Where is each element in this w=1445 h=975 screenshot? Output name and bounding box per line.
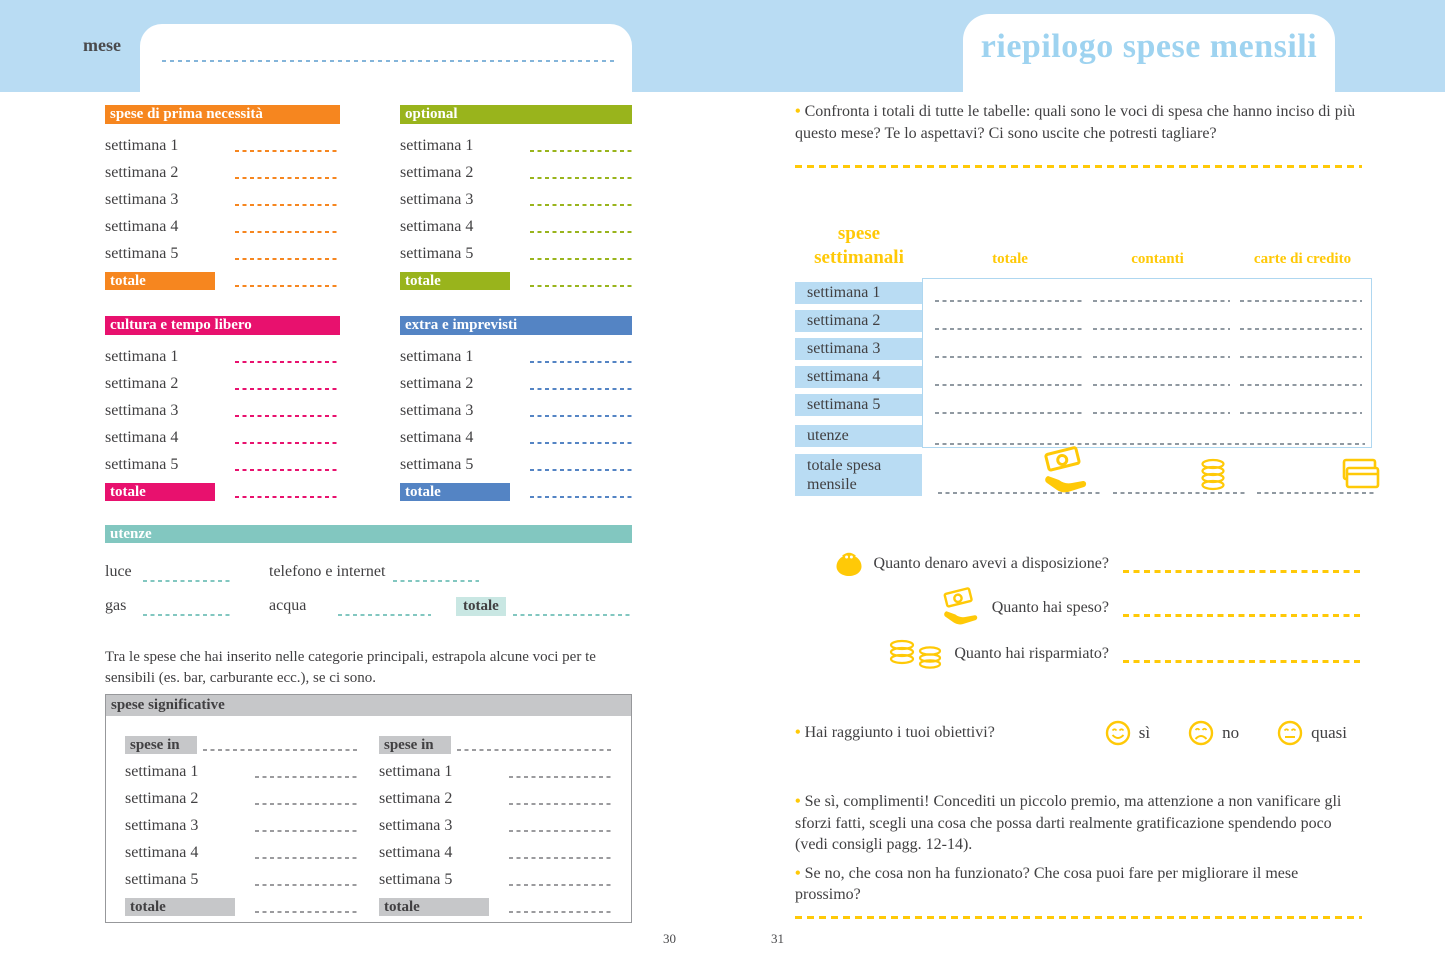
table-row xyxy=(105,370,340,397)
fill-line[interactable] xyxy=(530,231,632,233)
coins-icon xyxy=(888,637,944,671)
week-label: settimana 3 xyxy=(400,190,474,208)
fill-line[interactable] xyxy=(1257,492,1377,494)
happy-face-icon xyxy=(1105,720,1131,746)
week-label: settimana 4 xyxy=(105,217,179,235)
question-row xyxy=(795,590,1360,626)
fill-line[interactable] xyxy=(530,285,632,287)
total-row xyxy=(379,893,612,920)
fill-line[interactable] xyxy=(935,443,1365,445)
fill-line[interactable] xyxy=(938,492,1103,494)
month-fill-line[interactable] xyxy=(162,60,614,62)
week-label: settimana 1 xyxy=(125,762,199,780)
table-title: spese di prima necessità xyxy=(105,105,340,124)
table-row xyxy=(105,213,340,240)
coins-icon xyxy=(1200,458,1226,494)
week-label: settimana 3 xyxy=(105,190,179,208)
week-label: settimana 2 xyxy=(105,374,179,392)
fill-line[interactable] xyxy=(1123,660,1360,663)
fill-line[interactable] xyxy=(235,177,340,179)
table-prima-necessita xyxy=(105,105,340,294)
fill-line[interactable] xyxy=(235,469,340,471)
money-in-hand-icon xyxy=(1040,446,1092,498)
fill-line[interactable] xyxy=(1240,356,1362,358)
total-row xyxy=(400,267,632,294)
option-label: sì xyxy=(1138,723,1151,742)
fill-line[interactable] xyxy=(1093,356,1230,358)
total-chip: totale xyxy=(105,483,215,501)
table-row xyxy=(400,132,632,159)
fill-line[interactable] xyxy=(1123,570,1360,573)
table-row xyxy=(400,451,632,478)
table-row xyxy=(379,731,612,758)
table-row xyxy=(379,785,612,812)
fill-line[interactable] xyxy=(235,496,340,498)
total-row xyxy=(105,478,340,505)
weekly-column-headers xyxy=(935,251,1375,268)
fill-line[interactable] xyxy=(235,442,340,444)
week-label: settimana 2 xyxy=(379,789,453,807)
week-label: settimana 4 xyxy=(379,843,453,861)
fill-line[interactable] xyxy=(513,614,632,616)
week-label: settimana 4 xyxy=(105,428,179,446)
fill-line[interactable] xyxy=(530,388,632,390)
week-label: settimana 2 xyxy=(125,789,199,807)
utenze-section xyxy=(105,525,632,623)
table-row xyxy=(125,866,358,893)
question-row xyxy=(795,636,1360,672)
option-si[interactable] xyxy=(1105,720,1150,746)
fill-line[interactable] xyxy=(530,442,632,444)
monthly-total-label xyxy=(795,454,922,496)
table-row xyxy=(105,186,340,213)
week-row-label: settimana 1 xyxy=(795,282,922,304)
table-row xyxy=(105,159,340,186)
fill-line[interactable] xyxy=(935,384,1082,386)
utenze-label: luce xyxy=(105,563,132,580)
utenze-label: gas xyxy=(105,597,127,614)
fill-line[interactable] xyxy=(530,469,632,471)
utenze-label: telefono e internet xyxy=(269,563,386,580)
table-row xyxy=(105,397,340,424)
fill-line[interactable] xyxy=(1240,412,1362,414)
table-extra-imprevisti xyxy=(400,316,632,505)
week-label: settimana 1 xyxy=(105,347,179,365)
page-number-right: 31 xyxy=(771,931,784,946)
page-number-left: 30 xyxy=(663,931,676,946)
table-row xyxy=(400,397,632,424)
utenze-total-chip: totale xyxy=(456,597,506,616)
fill-line[interactable] xyxy=(235,415,340,417)
table-row xyxy=(125,731,358,758)
fill-line[interactable] xyxy=(255,776,358,778)
total-row xyxy=(125,893,358,920)
total-chip: totale xyxy=(400,483,510,501)
week-label: settimana 3 xyxy=(400,401,474,419)
page-title: riepilogo spese mensili xyxy=(980,28,1318,65)
week-label: settimana 3 xyxy=(125,816,199,834)
week-label: settimana 1 xyxy=(400,136,474,154)
outro-text: • Se no, che cosa non ha funzionato? Che cosa puoi fare per migliorare il mese prossimo? xyxy=(795,863,1357,906)
fill-line[interactable] xyxy=(509,884,612,886)
week-label: settimana 5 xyxy=(125,870,199,888)
label-line: totale spesa xyxy=(807,457,882,474)
week-label: settimana 2 xyxy=(105,163,179,181)
table-cultura-tempo-libero xyxy=(105,316,340,505)
total-chip: totale xyxy=(125,898,235,916)
fill-line[interactable] xyxy=(255,803,358,805)
table-row xyxy=(125,785,358,812)
week-row-label: settimana 2 xyxy=(795,310,922,332)
column-header: totale xyxy=(992,251,1028,267)
weekly-expenses-table xyxy=(790,220,1382,512)
table-title: cultura e tempo libero xyxy=(105,316,340,335)
utenze-title: utenze xyxy=(105,525,632,543)
question-text: Quanto denaro avevi a disposizione? xyxy=(873,555,1109,572)
table-row xyxy=(379,812,612,839)
fill-line[interactable] xyxy=(530,204,632,206)
dashed-separator xyxy=(795,165,1362,168)
objectives-question: • Hai raggiunto i tuoi obiettivi? xyxy=(795,722,995,744)
fill-line[interactable] xyxy=(509,776,612,778)
question-text: Quanto hai risparmiato? xyxy=(954,645,1109,662)
note-text: Tra le spese che hai inserito nelle categorie principali, estrapola alcune voci per te sensibili (es. bar, carburante ecc.), se ci sono. xyxy=(105,649,596,686)
table-optional xyxy=(400,105,632,294)
table-row xyxy=(379,839,612,866)
table-row xyxy=(400,213,632,240)
table-row xyxy=(379,758,612,785)
fill-line[interactable] xyxy=(509,911,612,913)
fill-line[interactable] xyxy=(143,614,233,616)
table-row xyxy=(105,343,340,370)
week-label: settimana 1 xyxy=(379,762,453,780)
table-row xyxy=(379,866,612,893)
week-label: settimana 5 xyxy=(400,244,474,262)
table-frame xyxy=(922,278,1372,448)
page-title-tab xyxy=(963,14,1335,104)
fill-line[interactable] xyxy=(935,300,1082,302)
fill-line[interactable] xyxy=(1240,328,1362,330)
table-row xyxy=(125,758,358,785)
week-row-label: settimana 4 xyxy=(795,366,922,388)
spese-significative-box xyxy=(105,694,632,923)
dashed-separator xyxy=(795,916,1362,919)
table-row xyxy=(125,839,358,866)
intro-text: • Confronta i totali di tutte le tabelle: quali sono le voci di spesa che hanno inciso di più questo mese? Te lo aspettavi? Ci sono uscite che potresti tagliare? xyxy=(795,101,1385,144)
title-line: spese xyxy=(837,223,881,244)
significative-column xyxy=(379,731,612,920)
neutral-face-icon xyxy=(1277,720,1303,746)
table-title: extra e imprevisti xyxy=(400,316,632,335)
total-row xyxy=(400,478,632,505)
fill-line[interactable] xyxy=(530,415,632,417)
week-label: settimana 3 xyxy=(105,401,179,419)
week-label: settimana 1 xyxy=(105,136,179,154)
table-row xyxy=(400,343,632,370)
week-label: settimana 5 xyxy=(379,870,453,888)
fill-line[interactable] xyxy=(1113,492,1247,494)
fill-line[interactable] xyxy=(935,328,1082,330)
week-label: settimana 4 xyxy=(400,217,474,235)
fill-line[interactable] xyxy=(935,412,1082,414)
credit-card-icon xyxy=(1342,458,1380,490)
fill-line[interactable] xyxy=(1123,614,1360,617)
week-label: settimana 5 xyxy=(105,455,179,473)
question-row xyxy=(795,546,1360,582)
option-label: quasi xyxy=(1311,723,1347,742)
fill-line[interactable] xyxy=(235,258,340,260)
total-row xyxy=(105,267,340,294)
utenze-row-label: utenze xyxy=(795,425,922,447)
table-row xyxy=(400,240,632,267)
fill-line[interactable] xyxy=(1093,300,1230,302)
mese-label: mese xyxy=(83,35,121,55)
utenze-row xyxy=(105,589,632,623)
week-label: settimana 5 xyxy=(105,244,179,262)
fill-line[interactable] xyxy=(235,204,340,206)
sad-face-icon xyxy=(1188,720,1214,746)
fill-line[interactable] xyxy=(143,580,233,582)
fill-line[interactable] xyxy=(255,830,358,832)
utenze-row xyxy=(105,555,632,589)
title-line: settimanali xyxy=(814,247,904,268)
table-row xyxy=(400,159,632,186)
question-text: Quanto hai speso? xyxy=(991,599,1109,616)
outro-text: • Se sì, complimenti! Concediti un piccolo premio, ma attenzione a non vanificare gli sforzi fatti, scegli una cosa che possa darti realmente gratificazione spendendo poco (vedi consigli pagg. 12-14). xyxy=(795,791,1357,856)
fill-line[interactable] xyxy=(530,361,632,363)
week-row-label: settimana 5 xyxy=(795,394,922,416)
fill-line[interactable] xyxy=(255,857,358,859)
fill-line[interactable] xyxy=(1093,412,1230,414)
fill-line[interactable] xyxy=(235,388,340,390)
week-label: settimana 5 xyxy=(400,455,474,473)
label-line: mensile xyxy=(807,476,857,493)
option-no[interactable] xyxy=(1188,720,1239,746)
spese-in-chip: spese in xyxy=(379,736,451,754)
table-row xyxy=(400,424,632,451)
fill-line[interactable] xyxy=(235,285,340,287)
table-title: optional xyxy=(400,105,632,124)
fill-line[interactable] xyxy=(1240,300,1362,302)
spese-in-chip: spese in xyxy=(125,736,197,754)
week-label: settimana 2 xyxy=(400,374,474,392)
table-row xyxy=(105,132,340,159)
fill-line[interactable] xyxy=(530,177,632,179)
utenze-label: acqua xyxy=(269,597,307,614)
weekly-table-title xyxy=(790,222,928,270)
fill-line[interactable] xyxy=(509,803,612,805)
fill-line[interactable] xyxy=(509,830,612,832)
month-fill-box xyxy=(140,24,632,104)
purse-icon xyxy=(834,549,864,579)
total-chip: totale xyxy=(379,898,489,916)
fill-line[interactable] xyxy=(393,580,479,582)
significative-column xyxy=(125,731,358,920)
outro-section xyxy=(795,791,1357,906)
week-label: settimana 4 xyxy=(400,428,474,446)
week-label: settimana 4 xyxy=(125,843,199,861)
table-row xyxy=(105,424,340,451)
fill-line[interactable] xyxy=(203,749,358,751)
week-label: settimana 2 xyxy=(400,163,474,181)
fill-line[interactable] xyxy=(509,857,612,859)
total-chip: totale xyxy=(105,272,215,290)
column-header: carte di credito xyxy=(1253,251,1352,267)
week-label: settimana 3 xyxy=(379,816,453,834)
table-row xyxy=(400,370,632,397)
week-row-label: settimana 3 xyxy=(795,338,922,360)
table-row xyxy=(105,451,340,478)
fill-line[interactable] xyxy=(235,361,340,363)
week-label: settimana 1 xyxy=(400,347,474,365)
box-title: spese significative xyxy=(106,695,631,716)
fill-line[interactable] xyxy=(1093,328,1230,330)
fill-line[interactable] xyxy=(457,749,612,751)
fill-line[interactable] xyxy=(255,911,358,913)
table-row xyxy=(105,240,340,267)
option-label: no xyxy=(1222,723,1240,742)
fill-line[interactable] xyxy=(255,884,358,886)
fill-line[interactable] xyxy=(935,356,1082,358)
table-row xyxy=(125,812,358,839)
column-header: contanti xyxy=(1131,251,1184,267)
fill-line[interactable] xyxy=(530,258,632,260)
option-quasi[interactable] xyxy=(1277,720,1347,746)
fill-line[interactable] xyxy=(530,496,632,498)
fill-line[interactable] xyxy=(235,150,340,152)
objectives-row xyxy=(795,720,1347,746)
fill-line[interactable] xyxy=(530,150,632,152)
fill-line[interactable] xyxy=(1093,384,1230,386)
fill-line[interactable] xyxy=(338,614,431,616)
table-row xyxy=(400,186,632,213)
fill-line[interactable] xyxy=(1240,384,1362,386)
money-in-hand-icon xyxy=(940,587,982,629)
fill-line[interactable] xyxy=(235,231,340,233)
total-chip: totale xyxy=(400,272,510,290)
